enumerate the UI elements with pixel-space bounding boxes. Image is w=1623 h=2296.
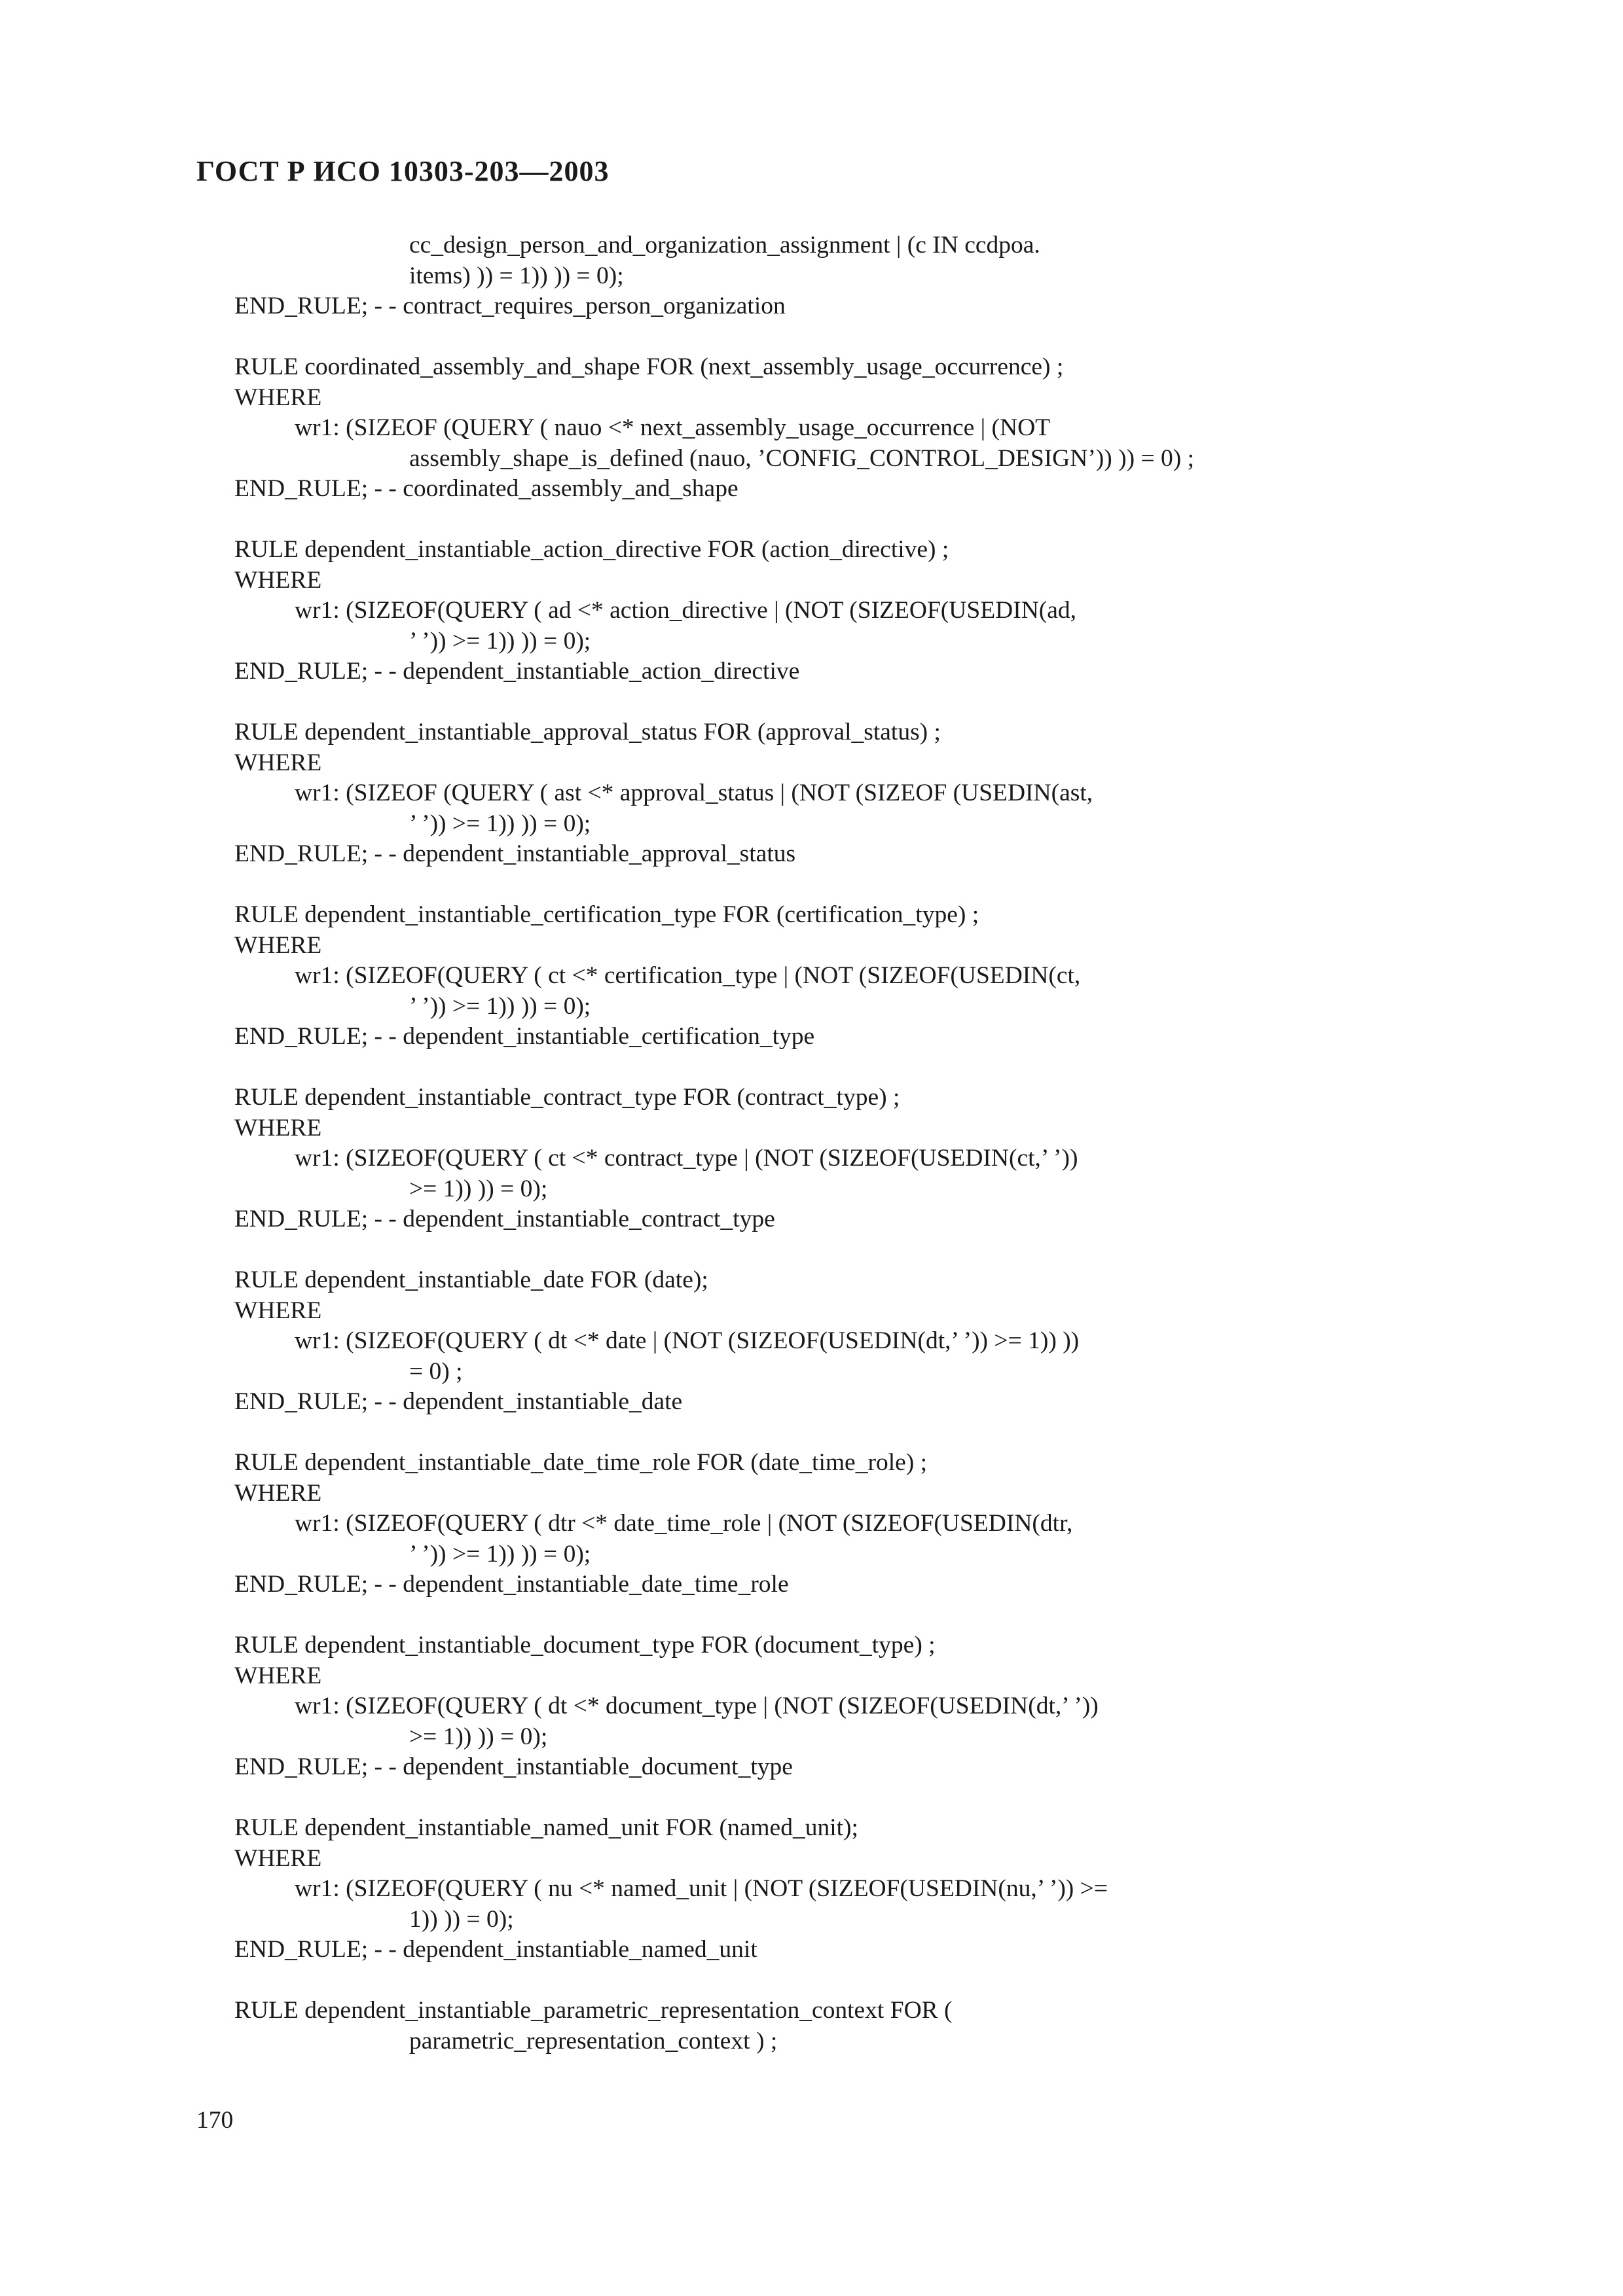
blank-line [0,1783,1623,1814]
code-line: WHERE [234,1114,322,1141]
code-line: RULE dependent_instantiable_document_type FOR (document_type) ; [234,1632,936,1659]
code-line: ’ ’)) >= 1)) )) = 0); [409,810,591,837]
code-line: WHERE [234,931,322,959]
document-header: ГОСТ Р ИСО 10303-203—2003 [196,155,610,187]
code-line: assembly_shape_is_defined (nauo, ’CONFIG_CONTROL_DESIGN’)) )) = 0) ; [409,444,1195,472]
code-line: cc_design_person_and_organization_assignment | (c IN ccdpoa. [409,232,1040,259]
code-line: WHERE [234,1844,322,1872]
code-line: WHERE [234,384,322,411]
code-line: ’ ’)) >= 1)) )) = 0); [409,1540,591,1568]
code-line: wr1: (SIZEOF (QUERY ( nauo <* next_assembly_usage_occurrence | (NOT [295,414,1051,441]
code-line: WHERE [234,1662,322,1689]
code-line: WHERE [234,749,322,776]
code-line: END_RULE; - - dependent_instantiable_certification_type [234,1023,815,1050]
code-line: END_RULE; - - dependent_instantiable_approval_status [234,840,796,867]
code-line: END_RULE; - - dependent_instantiable_contract_type [234,1206,775,1232]
code-line: END_RULE; - - contract_requires_person_organization [234,293,786,319]
code-line: items) )) = 1)) )) = 0); [409,262,624,289]
code-line: wr1: (SIZEOF (QUERY ( ast <* approval_status | (NOT (SIZEOF (USEDIN(ast, [295,780,1093,806]
code-line: wr1: (SIZEOF(QUERY ( dtr <* date_time_role | (NOT (SIZEOF(USEDIN(dtr, [295,1510,1073,1537]
code-line: RULE dependent_instantiable_date FOR (date); [234,1266,708,1293]
code-line: END_RULE; - - dependent_instantiable_date [234,1388,683,1415]
code-line: RULE dependent_instantiable_action_directive FOR (action_directive) ; [234,536,949,563]
blank-line [0,870,1623,901]
blank-line [0,505,1623,535]
code-line: 1)) )) = 0); [409,1905,514,1933]
code-line: >= 1)) )) = 0); [409,1175,548,1202]
code-line: END_RULE; - - dependent_instantiable_named_unit [234,1936,757,1963]
code-line: RULE dependent_instantiable_certification_type FOR (certification_type) ; [234,901,979,928]
code-line: = 0) ; [409,1357,463,1385]
code-line: ’ ’)) >= 1)) )) = 0); [409,627,591,655]
code-line: wr1: (SIZEOF(QUERY ( dt <* document_type | (NOT (SIZEOF(USEDIN(dt,’ ’)) [295,1693,1099,1719]
code-line: END_RULE; - - dependent_instantiable_document_type [234,1753,793,1780]
blank-line [0,1235,1623,1266]
code-line: wr1: (SIZEOF(QUERY ( ct <* contract_type | (NOT (SIZEOF(USEDIN(ct,’ ’)) [295,1145,1078,1172]
blank-line [0,1052,1623,1083]
code-line: WHERE [234,566,322,594]
code-line: RULE coordinated_assembly_and_shape FOR (next_assembly_usage_occurrence) ; [234,353,1064,380]
code-line: RULE dependent_instantiable_approval_status FOR (approval_status) ; [234,719,941,745]
code-line: END_RULE; - - coordinated_assembly_and_shape [234,475,739,502]
blank-line [0,687,1623,718]
code-line: wr1: (SIZEOF(QUERY ( ad <* action_directive | (NOT (SIZEOF(USEDIN(ad, [295,597,1077,624]
express-code-listing [0,230,1623,2056]
page-number: 170 [196,2107,234,2134]
code-line: wr1: (SIZEOF(QUERY ( nu <* named_unit | (NOT (SIZEOF(USEDIN(nu,’ ’)) >= [295,1875,1108,1902]
code-line: END_RULE; - - dependent_instantiable_action_directive [234,658,800,685]
code-line: parametric_representation_context ) ; [409,2027,778,2054]
code-line: RULE dependent_instantiable_contract_type FOR (contract_type) ; [234,1084,900,1111]
code-line: RULE dependent_instantiable_parametric_representation_context FOR ( [234,1997,953,2024]
code-line: wr1: (SIZEOF(QUERY ( dt <* date | (NOT (SIZEOF(USEDIN(dt,’ ’)) >= 1)) )) [295,1327,1080,1354]
blank-line [0,322,1623,353]
code-line: WHERE [234,1297,322,1324]
code-line: RULE dependent_instantiable_named_unit FOR (named_unit); [234,1814,858,1841]
code-line: WHERE [234,1479,322,1507]
code-line: RULE dependent_instantiable_date_time_role FOR (date_time_role) ; [234,1449,928,1476]
code-line: wr1: (SIZEOF(QUERY ( ct <* certification_type | (NOT (SIZEOF(USEDIN(ct, [295,962,1081,989]
blank-line [0,1600,1623,1631]
code-line: ’ ’)) >= 1)) )) = 0); [409,992,591,1020]
blank-line [0,1965,1623,1996]
code-line: END_RULE; - - dependent_instantiable_date_time_role [234,1571,789,1598]
blank-line [0,1418,1623,1448]
code-line: >= 1)) )) = 0); [409,1723,548,1750]
